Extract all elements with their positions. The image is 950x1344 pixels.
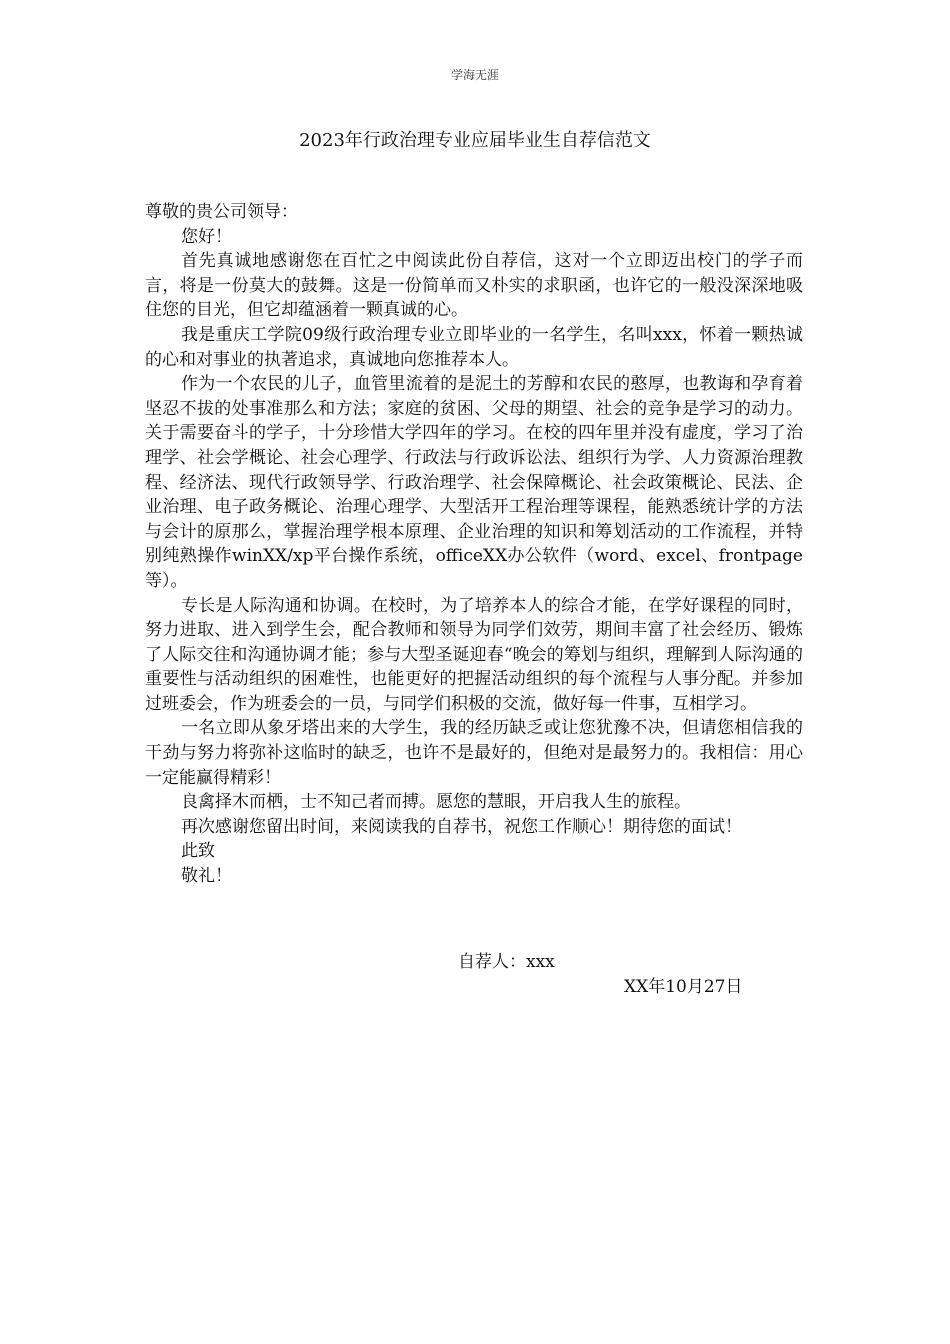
signature-date: XX年10月27日 <box>624 977 743 997</box>
page-header: 学海无涯 <box>450 68 499 82</box>
closing-line-1: 此致 <box>181 841 215 862</box>
paragraph-idiom: 良禽择木而栖，士不知己者而搏。愿您的慧眼，开启我人生的旅程。 <box>181 792 691 813</box>
paragraph-intro: 首先真诚地感谢您在百忙之中阅读此份自荐信，这对一个立即迈出校门的学子而言，将是一份莫大的鼓舞。这是一份简单而又朴实的求职函，也许它的一般没深深地吸住您的目光，但它却蕴涵着一颗真诚的心。 <box>145 251 803 321</box>
paragraph-skills: 专长是人际沟通和协调。在校时，为了培养本人的综合才能，在学好课程的同时，努力进取、进入到学生会，配合教师和领导为同学们效劳，期间丰富了社会经历、锻炼了人际交往和沟通协调才能；参与大型圣诞迎春“晚会的筹划与组织，理解到人际沟通的重要性与活动组织的困难性，也能更好的把握活动组织的每个流程与人事分配。并参加过班委会，作为班委会的一员，与同学们积极的交流，做好每一件事，互相学习。 <box>145 595 803 714</box>
letter-body <box>145 200 803 889</box>
greeting: 您好！ <box>181 226 232 247</box>
paragraph-thanks: 再次感谢您留出时间，来阅读我的自荐书，祝您工作顺心！期待您的面试！ <box>181 816 742 837</box>
signature-signer: 自荐人：xxx <box>458 952 555 972</box>
salutation: 尊敬的贵公司领导： <box>145 202 298 222</box>
paragraph-education: 作为一个农民的儿子，血管里流着的是泥土的芳醇和农民的憨厚，也教诲和孕育着坚忍不拔的处事准那么和方法；家庭的贫困、父母的期望、社会的竞争是学习的动力。关于需要奋斗的学子，十分珍惜大学四年的学习。在校的四年里并没有虚度，学习了治理学、社会学概论、社会心理学、行政法与行政诉讼法、组织行为学、人力资源治理教程、经济法、现代行政领导学、行政治理学、社会保障概论、社会政策概论、民法、企业治理、电子政务概论、治理心理学、大型活开工程治理等课程，能熟悉统计学的方法与会计的原那么，掌握治理学根本原理、企业治理的知识和筹划活动的工作流程，并特别纯熟操作winXX/xp平台操作系统，officeXX办公软件（word、excel、frontpage等）。 <box>145 374 803 591</box>
closing-line-2: 敬礼！ <box>181 866 232 887</box>
paragraph-commitment: 一名立即从象牙塔出来的大学生，我的经历缺乏或让您犹豫不决，但请您相信我的干劲与努力将弥补这临时的缺乏，也许不是最好的，但绝对是最努力的。我相信：用心一定能赢得精彩！ <box>145 718 803 788</box>
paragraph-self-introduction: 我是重庆工学院09级行政治理专业立即毕业的一名学生，名叫xxx，怀着一颗热诚的心和对事业的执著追求，真诚地向您推荐本人。 <box>145 324 803 370</box>
document-title: 2023年行政治理专业应届毕业生自荐信范文 <box>299 130 651 151</box>
